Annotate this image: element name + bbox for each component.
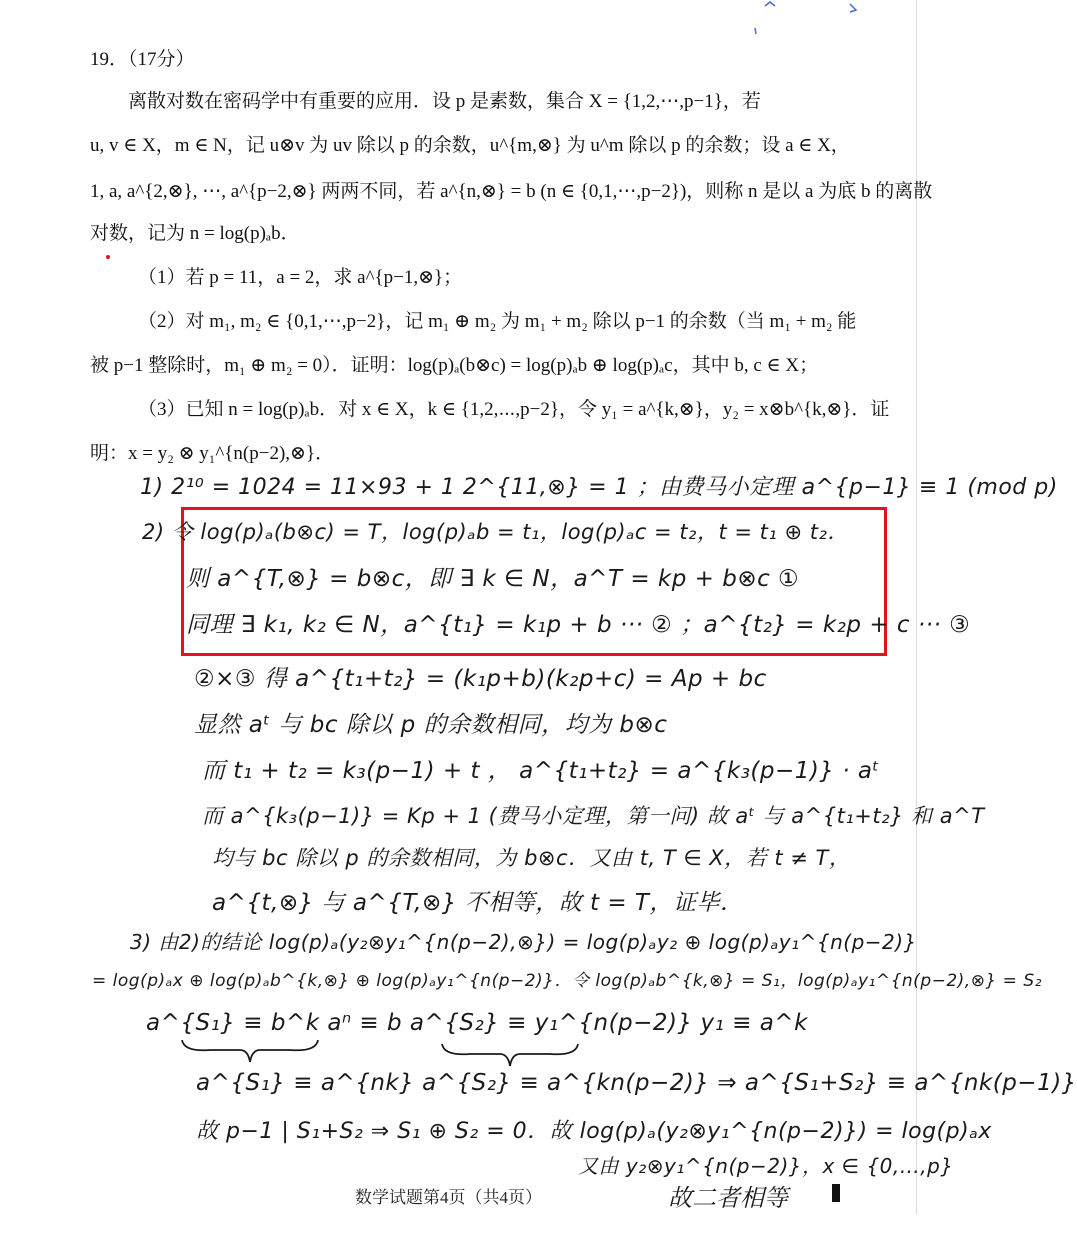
problem-line-3: 1, a, a^{2,⊗}, ⋯, a^{p−2,⊗} 两两不同，若 a^{n,⊗} = b (n ∈ {0,1,⋯,p−2})，则称 n 是以 a 为底 b 的离散 xyxy=(90,181,933,202)
hand-answer-2-line-6: 而 t₁ + t₂ = k₃(p−1) + t ， a^{t₁+t₂} = a^{k₃(p−1)} · aᵗ xyxy=(202,758,880,784)
red-dot xyxy=(106,255,110,259)
hand-answer-3-line-6: 又由 y₂⊗y₁^{n(p−2)}，x ∈ {0,…,p} xyxy=(578,1154,954,1178)
brace-right xyxy=(440,1040,580,1070)
hand-answer-2-line-5: 显然 aᵗ 与 bc 除以 p 的余数相同，均为 b⊗c xyxy=(194,712,668,738)
subquestion-1: （1）若 p = 11，a = 2，求 a^{p−1,⊗}； xyxy=(138,267,463,288)
brace-left xyxy=(180,1036,320,1066)
hand-answer-2-line-2: 则 a^{T,⊗} = b⊗c，即 ∃ k ∈ N，a^T = kp + b⊗c ① xyxy=(186,566,800,592)
subquestion-3-line-1: （3）已知 n = log(p)ₐb．对 x ∈ X，k ∈ {1,2,⋯,p−2}，令 y₁ = a^{k,⊗}，y₂ = x⊗b^{k,⊗}．证 xyxy=(138,399,890,420)
subquestion-2-line-2: 被 p−1 整除时，m₁ ⊕ m₂ = 0）．证明：log(p)ₐ(b⊗c) = log(p)ₐb ⊕ log(p)ₐc，其中 b, c ∈ X； xyxy=(90,355,819,376)
hand-answer-2-line-3: 同理 ∃ k₁, k₂ ∈ N，a^{t₁} = k₁p + b ··· ② ；a^{t₂} = k₂p + c ··· ③ xyxy=(186,612,971,638)
hand-answer-2-line-4: ②×③ 得 a^{t₁+t₂} = (k₁p+b)(k₂p+c) = Ap + bc xyxy=(194,666,767,692)
problem-line-4: 对数，记为 n = log(p)ₐb． xyxy=(90,223,300,244)
hand-answer-2-line-8: 均与 bc 除以 p 的余数相同，为 b⊗c．又由 t, T ∈ X，若 t ≠ T， xyxy=(212,846,851,870)
hand-answer-3-line-3: a^{S₁} ≡ b^k aⁿ ≡ b a^{S₂} ≡ y₁^{n(p−2)} y₁ ≡ a^k xyxy=(146,1010,808,1036)
hand-answer-1: 1) 2¹⁰ = 1024 = 11×93 + 1 2^{11,⊗} = 1 ；由费马小定理 a^{p−1} ≡ 1 (mod p) xyxy=(140,475,1058,500)
problem-line-2: u, v ∈ X，m ∈ N，记 u⊗v 为 uv 除以 p 的余数，u^{m,⊗} 为 u^m 除以 p 的余数；设 a ∈ X， xyxy=(90,135,850,156)
page-footer: 数学试题第4页（共4页） xyxy=(355,1188,542,1207)
problem-title: 19．（17分） xyxy=(90,49,195,70)
subquestion-2-line-1: （2）对 m₁, m₂ ∈ {0,1,⋯,p−2}，记 m₁ ⊕ m₂ 为 m₁ + m₂ 除以 p−1 的余数（当 m₁ + m₂ 能 xyxy=(138,311,857,332)
hand-answer-2-line-1: 2) 令 log(p)ₐ(b⊗c) = T，log(p)ₐb = t₁，log(p)ₐc = t₂，t = t₁ ⊕ t₂． xyxy=(142,520,849,544)
hand-answer-3-line-1: 3) 由2)的结论 log(p)ₐ(y₂⊗y₁^{n(p−2),⊗}) = log(p)ₐy₂ ⊕ log(p)ₐy₁^{n(p−2)} xyxy=(130,930,917,954)
hand-answer-3-conclusion: 故二者相等 xyxy=(668,1184,788,1212)
hand-answer-3-line-2: = log(p)ₐx ⊕ log(p)ₐb^{k,⊗} ⊕ log(p)ₐy₁^{n(p−2)}．令 log(p)ₐb^{k,⊗} = S₁，log(p)ₐy₁^{n(p−2),⊗} = S₂ xyxy=(92,971,1042,991)
subquestion-3-line-2: 明：x = y₂ ⊗ y₁^{n(p−2),⊗}． xyxy=(90,443,335,464)
cursor-block xyxy=(832,1184,840,1202)
problem-line-1: 离散对数在密码学中有重要的应用．设 p 是素数，集合 X = {1,2,⋯,p−1}，若 xyxy=(128,91,761,112)
hand-answer-2-line-9: a^{t,⊗} 与 a^{T,⊗} 不相等，故 t = T，证毕． xyxy=(212,890,744,916)
hand-answer-2-line-7: 而 a^{k₃(p−1)} = Kp + 1 (费马小定理，第一问) 故 aᵗ 与 a^{t₁+t₂} 和 a^T xyxy=(202,804,985,828)
hand-answer-3-line-4: a^{S₁} ≡ a^{nk} a^{S₂} ≡ a^{kn(p−2)} ⇒ a^{S₁+S₂} ≡ a^{nk(p−1)} xyxy=(196,1070,1077,1096)
hand-answer-3-line-5: 故 p−1 | S₁+S₂ ⇒ S₁ ⊕ S₂ = 0．故 log(p)ₐ(y₂⊗y₁^{n(p−2)}) = log(p)ₐx xyxy=(196,1119,992,1144)
stray-marks xyxy=(750,0,870,40)
